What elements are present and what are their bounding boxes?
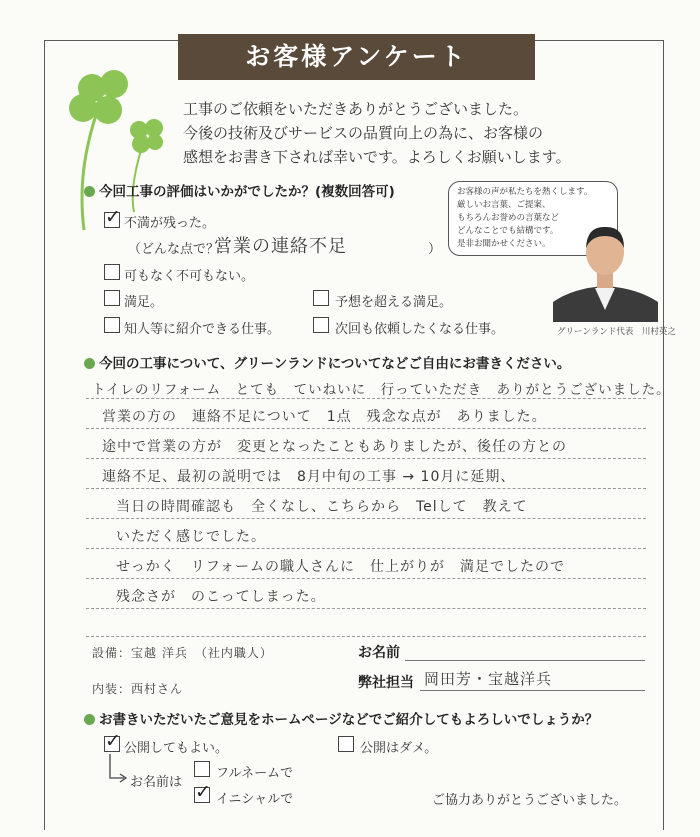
representative-photo xyxy=(553,220,658,322)
bullet-dot xyxy=(84,186,95,197)
intro-line-1: 工事のご依頼をいただきありがとうございました。 xyxy=(183,100,529,118)
speech-line: 是非お聞かせください。 xyxy=(457,239,551,249)
intro-line-2: 今後の技術及びサービスの品質向上の為に、お客様の xyxy=(183,124,544,142)
comment-line-3: 途中で営業の方が 変更となったこともありましたが、後任の方との xyxy=(102,439,567,455)
tantou-label: 弊社担当 xyxy=(358,675,414,691)
check-mark-icon: ✓ xyxy=(195,781,211,803)
writing-rule xyxy=(86,428,646,429)
q2-heading-text: 今回の工事について、グリーンランドについてなどご自由にお書きください。 xyxy=(99,356,571,372)
name-field-line xyxy=(405,660,645,661)
q1-heading-text: 今回工事の評価はいかがでしたか？(複数回答可) xyxy=(99,184,395,200)
comment-line-6: いただく感じでした。 xyxy=(116,529,266,545)
writing-rule xyxy=(86,458,646,459)
writing-rule xyxy=(86,608,646,609)
staff-equipment: 設備：宝越 洋兵 （社内職人） xyxy=(92,646,273,660)
checkbox-beyond-expectation[interactable] xyxy=(313,290,329,306)
writing-rule xyxy=(86,488,646,489)
writing-rule xyxy=(86,578,646,579)
which-point-answer[interactable]: 営業の連絡不足 xyxy=(214,236,347,257)
checkbox-publish-ok[interactable] xyxy=(104,730,121,752)
checkbox-satisfied[interactable] xyxy=(104,290,120,306)
which-point-close: ） xyxy=(428,242,442,257)
option-publish-ok: 公開してもよい。 xyxy=(124,741,229,756)
intro-line-3: 感想をお書き下されば幸いです。よろしくお願いします。 xyxy=(183,148,571,166)
checkbox-initial[interactable] xyxy=(194,781,211,803)
check-mark-icon: ✓ xyxy=(105,206,121,228)
name-label: お名前 xyxy=(358,645,400,661)
comment-line-8: 残念さが のこってしまった。 xyxy=(116,589,326,605)
writing-rule xyxy=(86,548,646,549)
writing-rule xyxy=(86,636,646,637)
check-mark-icon: ✓ xyxy=(105,730,121,752)
comment-line-1: トイレのリフォーム とても ていねいに 行っていただき ありがとうございました。 xyxy=(92,382,671,398)
option-initial: イニシャルで xyxy=(216,792,294,807)
checkbox-recommend[interactable] xyxy=(104,317,120,333)
q3-heading xyxy=(84,708,598,728)
comment-line-2: 営業の方の 連絡不足について 1点 残念な点が ありました。 xyxy=(102,409,547,425)
tantou-value: 岡田芳・宝越洋兵 xyxy=(424,670,553,688)
name-is-label: お名前は xyxy=(130,775,183,790)
q1-heading xyxy=(84,180,395,200)
option-satisfied: 満足。 xyxy=(124,295,164,310)
speech-line: どんなことでも結構です。 xyxy=(457,226,559,236)
comment-line-5: 当日の時間確認も 全くなし、こちらから Telして 教えて xyxy=(116,499,528,515)
option-neutral: 可もなく不可もない。 xyxy=(124,269,255,284)
speech-line: 厳しいお言葉、ご提案、 xyxy=(457,200,551,210)
checkbox-request-again[interactable] xyxy=(313,317,329,333)
checkbox-neutral[interactable] xyxy=(104,264,120,280)
comment-line-7: せっかく リフォームの職人さんに 仕上がりが 満足でしたので xyxy=(116,559,566,575)
tantou-field-line xyxy=(420,690,645,691)
option-publish-no: 公開はダメ。 xyxy=(360,741,438,756)
q3-heading-text: お書きいただいたご意見をホームページなどでご紹介してもよろしいでしょうか？ xyxy=(99,712,599,728)
bullet-dot xyxy=(84,714,95,725)
checkbox-publish-no[interactable] xyxy=(338,736,354,752)
comment-line-4: 連絡不足、最初の説明では 8月中旬の工事 → 10月に延期、 xyxy=(102,469,516,485)
speech-line: もちろんお誉めの言葉など xyxy=(457,213,560,223)
option-request-again: 次回も依頼したくなる仕事。 xyxy=(335,322,505,337)
branch-arrow-icon xyxy=(108,754,128,784)
thanks-text: ご協力ありがとうございました。 xyxy=(432,793,628,808)
option-fullname: フルネームで xyxy=(216,766,294,781)
bullet-dot xyxy=(84,358,95,369)
option-unsatisfied: 不満が残った。 xyxy=(124,216,216,231)
checkbox-fullname[interactable] xyxy=(194,761,210,777)
staff-interior: 内装：西村さん xyxy=(92,682,184,696)
writing-rule xyxy=(86,398,646,399)
option-recommend: 知人等に紹介できる仕事。 xyxy=(124,322,281,337)
which-point-label: （どんな点で？: xyxy=(128,242,224,257)
option-beyond-expectation: 予想を超える満足。 xyxy=(335,295,453,310)
writing-rule xyxy=(86,518,646,519)
q2-heading xyxy=(84,352,570,372)
speech-line: お客様の声が私たちを熱くします。 xyxy=(457,187,593,197)
checkbox-unsatisfied[interactable] xyxy=(104,206,121,228)
representative-caption: グリーンランド代表 川村英之 xyxy=(557,327,676,337)
page-title: お客様アンケート xyxy=(178,34,535,80)
